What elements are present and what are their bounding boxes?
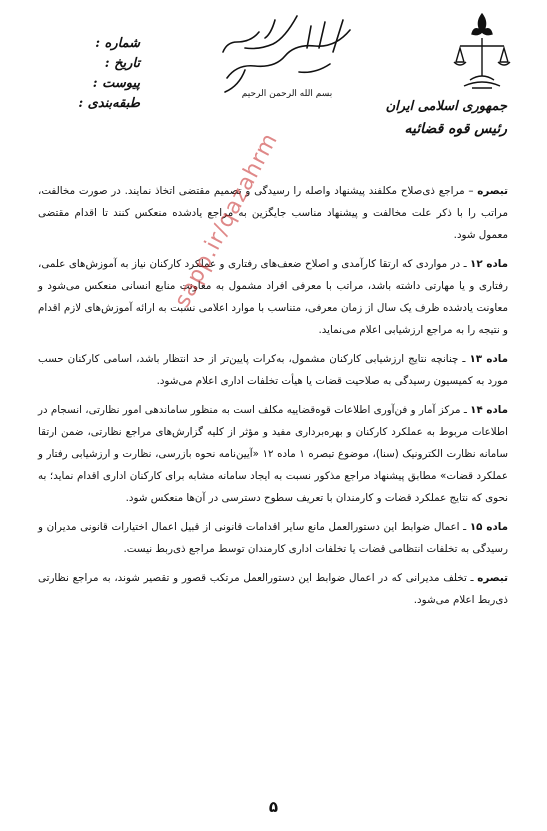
bismillah-calligraphy bbox=[215, 8, 360, 98]
note-2-text: ـ تخلف مدیرانی که در اعمال ضوابط این دستورالعمل مرتکب قصور و تقصیر شوند، به مراجع نظارتی ذی‌ربط اعلام می‌شود. bbox=[38, 572, 508, 606]
paragraph-article-15 bbox=[38, 516, 508, 560]
article-12-text: ـ در مواردی که ارتقا کارآمدی و اصلاح ضعف‌های رفتاری و عملکرد کارکنان نیاز به آموزش‌های علمی، رفتاری و یا مهارتی داشته باشد، مراتب با معرفی افراد مشمول به معاونت منابع انسانی منعکس می‌شود و معاونت یادشده ظرف یک سال از زمان معرفی، متناسب با موارد اعلامی نسبت به ارائه آموزش‌های لازم اقدام و نتیجه را به مراجع ارزشیابی اعلام می‌نماید. bbox=[38, 258, 508, 336]
article-12-label: ماده ۱۲ bbox=[470, 258, 508, 270]
classification-label: طبقه‌بندی : bbox=[78, 96, 140, 111]
note-1-label: تبصره bbox=[477, 185, 508, 197]
article-15-text: ـ اعمال ضوابط این دستورالعمل مانع سایر اقدامات قانونی از قبیل اعمال اختیارات قانونی مدیران و رسیدگی به تخلفات انتظامی قضات یا تخلفات اداری کارمندان توسط مراجع ذی‌ربط نیست. bbox=[38, 521, 508, 555]
note-2-label: تبصره bbox=[477, 572, 508, 584]
iran-emblem-scales-icon bbox=[450, 10, 514, 94]
document-body bbox=[38, 180, 508, 618]
number-label: شماره : bbox=[95, 36, 140, 51]
article-13-label: ماده ۱۳ bbox=[469, 353, 508, 365]
paragraph-article-13 bbox=[38, 348, 508, 392]
org-line-republic: جمهوری اسلامی ایران bbox=[385, 99, 507, 114]
article-13-text: ـ چنانچه نتایج ارزشیابی کارکنان مشمول، به‌کرات پایین‌تر از حد انتظار باشد، اسامی کارکنان حسب مورد به کمیسیون رسیدگی به صلاحیت قضات یا هیأت تخلفات اداری اعلام می‌شود. bbox=[38, 353, 508, 387]
org-line-judiciary-head: رئیس قوه قضائیه bbox=[404, 121, 507, 137]
watermark: sapp.ir/qazahrm bbox=[170, 128, 284, 312]
paragraph-note-1 bbox=[38, 180, 508, 246]
paragraph-note-2 bbox=[38, 567, 508, 611]
article-14-label: ماده ۱۴ bbox=[470, 404, 508, 416]
paragraph-article-12 bbox=[38, 253, 508, 341]
attachment-label: پیوست : bbox=[92, 76, 140, 91]
article-14-text: ـ مرکز آمار و فن‌آوری اطلاعات قوه‌قضاییه مکلف است به منظور ساماندهی امور نظارتی، انسجام در اطلاعات مربوط به عملکرد کارکنان و بهره‌برداری مفید و مؤثر از کلیه گزارش‌های مراجع نظارتی، ضمن ارتقا سامانه نظارت الکترونیک (سنا)، موضوع تبصره ۱ ماده ۱۲ «آیین‌نامه نحوه بازرسی، نظارت و ارزشیابی رفتار و عملکرد قضات» مطابق پیشنهاد مراجع مذکور نسبت به ایجاد سامانه مشابه برای کارکنان اداری اقدام نماید؛ به نحوی که نتایج عملکرد قضات و کارمندان با تعریف سطوح دسترسی در آن‌ها منعکس شود. bbox=[38, 404, 508, 504]
organization-title bbox=[357, 96, 507, 140]
letter-meta-labels bbox=[70, 34, 140, 114]
bismillah-text: بسم الله الرحمن الرحیم bbox=[241, 89, 333, 98]
paragraph-article-14 bbox=[38, 399, 508, 509]
date-label: تاریخ : bbox=[104, 56, 140, 71]
note-1-text: – مراجع ذی‌صلاح مکلفند پیشنهاد واصله را رسیدگی و تصمیم مقتضی اتخاذ نمایند. در صورت مخالفت، مراتب را با ذکر علت مخالفت و پیشنهاد مناسب جایگزین به مراجع یادشده منعکس کنند تا اقدام مقتضی معمول شود. bbox=[38, 185, 508, 241]
page-number: ۵ bbox=[268, 798, 279, 816]
article-15-label: ماده ۱۵ bbox=[469, 521, 508, 533]
